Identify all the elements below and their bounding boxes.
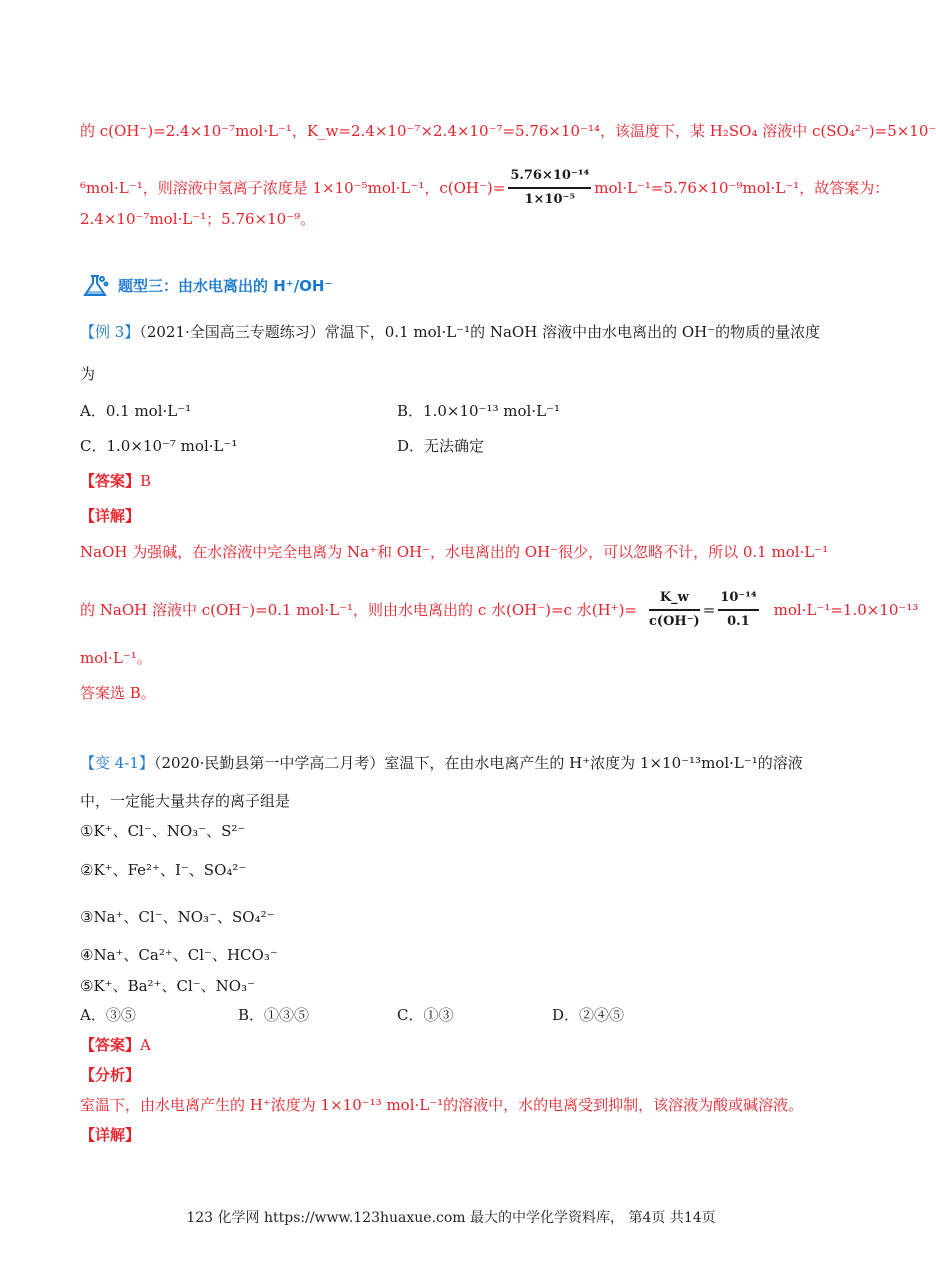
equals-sign: = — [702, 601, 716, 619]
fraction-value-denominator: 0.1 — [727, 614, 750, 629]
variant-tag: 【变 4-1】 — [80, 754, 154, 772]
example3-detail-heading — [80, 506, 140, 526]
continuation-line-1: 的 c(OH⁻)=2.4×10⁻⁷mol·L⁻¹，K_w=2.4×10⁻⁷×2.4×10⁻⁷=5.76×10⁻¹⁴，该温度下，某 H₂SO₄ 溶液中 c(SO₄²⁻)=5×10⁻ — [80, 122, 936, 140]
continuation-line-3: 2.4×10⁻⁷mol·L⁻¹；5.76×10⁻⁹。 — [80, 210, 316, 228]
variant-question-line-1 — [80, 753, 803, 773]
variant-option-a: A．③⑤ — [80, 1006, 136, 1024]
example3-tag: 【例 3】 — [80, 323, 140, 341]
fraction-value — [718, 588, 758, 632]
fraction-kw-denominator: c(OH⁻) — [649, 614, 700, 629]
example3-question-a: 常温下，0.1 mol·L⁻¹的 NaOH 溶液中由水电离出的 OH⁻的物质的量浓度 — [324, 323, 821, 341]
variant-option-b: B．①③⑤ — [238, 1006, 310, 1024]
ion-group-3: ③Na⁺、Cl⁻、NO₃⁻、SO₄²⁻ — [80, 908, 275, 926]
variant-answer — [80, 1035, 151, 1055]
example3-detail-line-2 — [80, 588, 918, 632]
variant-analysis-heading — [80, 1065, 140, 1085]
example3-answer-tag: 【答案】 — [80, 472, 141, 490]
flask-icon — [80, 273, 110, 299]
fraction-kw-numerator: K_w — [649, 588, 700, 611]
ion-group-2: ②K⁺、Fe²⁺、I⁻、SO₄²⁻ — [80, 861, 247, 879]
variant-answer-value: A — [140, 1036, 151, 1054]
variant-detail-heading — [80, 1125, 140, 1145]
continuation-line-2-b: mol·L⁻¹=5.76×10⁻⁹mol·L⁻¹，故答案为： — [594, 179, 890, 197]
fraction-value-numerator: 10⁻¹⁴ — [718, 588, 758, 611]
fraction-oh-denominator: 1×10⁻⁵ — [524, 192, 576, 207]
variant-analysis-tag: 【分析】 — [80, 1066, 141, 1084]
section-heading — [80, 273, 332, 299]
example3-detail-line-3: mol·L⁻¹。 — [80, 649, 152, 667]
example3-answer — [80, 471, 151, 491]
variant-question-a: 室温下，在由水电离产生的 H⁺浓度为 1×10⁻¹³mol·L⁻¹的溶液 — [384, 754, 803, 772]
example3-option-c: C．1.0×10⁻⁷ mol·L⁻¹ — [80, 437, 238, 455]
example3-detail-2b: mol·L⁻¹=1.0×10⁻¹³ — [773, 601, 919, 619]
variant-source: （2020·民勤县第一中学高二月考） — [153, 754, 385, 772]
example3-option-b: B．1.0×10⁻¹³ mol·L⁻¹ — [397, 402, 560, 420]
example3-option-a: A．0.1 mol·L⁻¹ — [80, 402, 192, 420]
example3-answer-value: B — [140, 472, 152, 490]
fraction-oh-numerator: 5.76×10⁻¹⁴ — [508, 166, 591, 189]
continuation-line-2 — [80, 166, 889, 210]
example3-detail-line-1: NaOH 为强碱，在水溶液中完全电离为 Na⁺和 OH⁻，水电离出的 OH⁻很少，可以忽略不计，所以 0.1 mol·L⁻¹ — [80, 543, 829, 561]
variant-analysis-text: 室温下，由水电离产生的 H⁺浓度为 1×10⁻¹³ mol·L⁻¹的溶液中，水的电离受到抑制，该溶液为酸或碱溶液。 — [80, 1096, 804, 1114]
example3-question-line-2: 为 — [80, 365, 96, 383]
section-title: 题型三：由水电离出的 H⁺/OH⁻ — [118, 277, 333, 295]
variant-option-c: C．①③ — [397, 1006, 454, 1024]
page-footer: 123 化学网 https://www.123huaxue.com 最大的中学化学资料库， 第4页 共14页 — [186, 1210, 716, 1226]
example3-question-line-1 — [80, 322, 820, 342]
example3-source: （2021·全国高三专题练习） — [139, 323, 325, 341]
continuation-line-2-a: ⁶mol·L⁻¹，则溶液中氢离子浓度是 1×10⁻⁵mol·L⁻¹，c(OH⁻)= — [80, 179, 506, 197]
variant-option-d: D．②④⑤ — [552, 1006, 625, 1024]
variant-question-line-2: 中，一定能大量共存的离子组是 — [80, 792, 291, 810]
example3-detail-line-4: 答案选 B。 — [80, 684, 156, 702]
fraction-oh — [508, 166, 591, 210]
variant-detail-tag: 【详解】 — [80, 1126, 141, 1144]
ion-group-1: ①K⁺、Cl⁻、NO₃⁻、S²⁻ — [80, 822, 246, 840]
example3-option-d: D．无法确定 — [397, 437, 485, 455]
ion-group-4: ④Na⁺、Ca²⁺、Cl⁻、HCO₃⁻ — [80, 946, 278, 964]
example3-detail-2a: 的 NaOH 溶液中 c(OH⁻)=0.1 mol·L⁻¹，则由水电离出的 c 水(OH⁻)=c 水(H⁺)= — [80, 601, 638, 619]
variant-answer-tag: 【答案】 — [80, 1036, 141, 1054]
example3-detail-tag: 【详解】 — [80, 507, 141, 525]
ion-group-5: ⑤K⁺、Ba²⁺、Cl⁻、NO₃⁻ — [80, 977, 256, 995]
fraction-kw — [649, 588, 700, 632]
